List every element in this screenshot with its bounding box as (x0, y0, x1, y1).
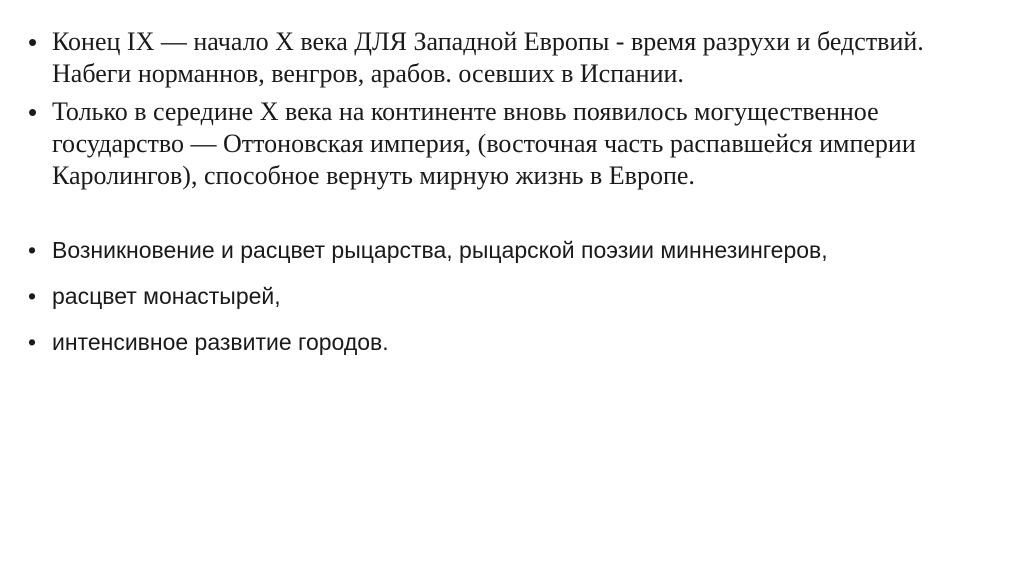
bullet-marker: • (28, 97, 38, 127)
bullet-text: интенсивное развитие городов. (52, 329, 389, 355)
bullet-marker: • (28, 329, 37, 355)
bullet-item-monasteries (28, 280, 998, 312)
bullet-marker: • (28, 27, 38, 57)
bullet-text: Возникновение и расцвет рыцарства, рыцарской поэзии миннезингеров, (52, 237, 828, 263)
bullet-marker: • (28, 237, 37, 263)
bullet-text: расцвет монастырей, (52, 283, 281, 309)
bullet-item-chivalry (28, 234, 998, 266)
bullet-list (28, 26, 998, 358)
bullet-text: Конец IX — начало X века ДЛЯ Западной Европы - время разрухи и бедствий. Набеги норманнов, венгров, арабов. осевших в Испании. (52, 27, 924, 88)
bullet-text: Только в середине X века на континенте вновь появилось могущественное государство — Оттоновская империя, (восточная часть распавшейся империи Каролингов), способное вернуть мирную жизнь в Европе. (52, 97, 916, 190)
bullet-item-cities (28, 326, 998, 358)
bullet-item-ottonian-empire (28, 96, 998, 192)
bullet-item-western-europe (28, 26, 998, 90)
bullet-marker: • (28, 283, 37, 309)
